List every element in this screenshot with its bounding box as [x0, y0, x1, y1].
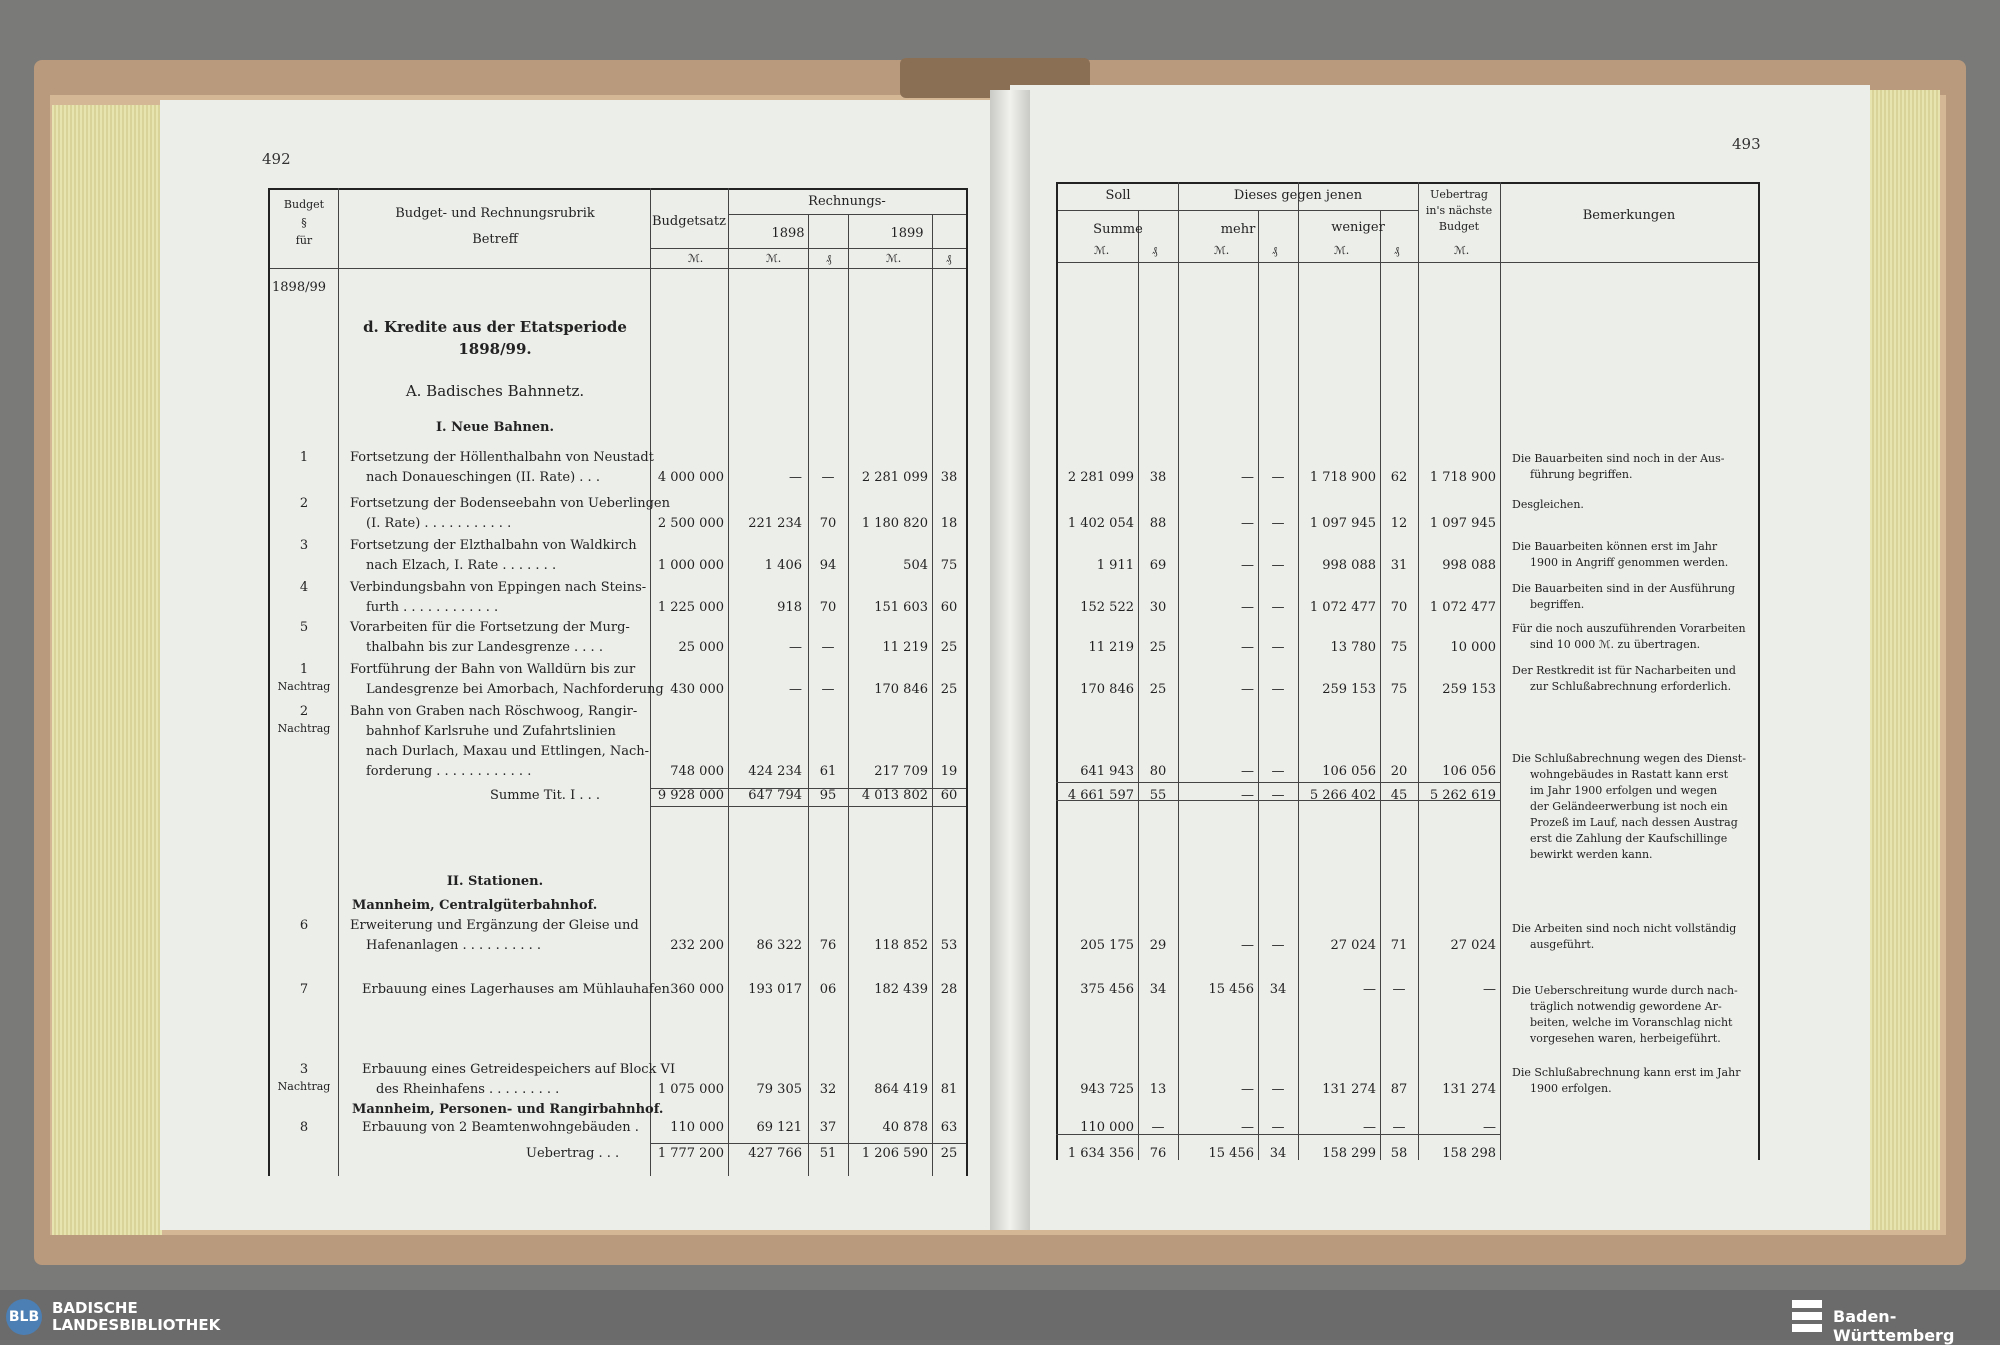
cell-soll-pf: 34 [1149, 982, 1167, 997]
cell-weniger-pf: 87 [1390, 1082, 1408, 1097]
cell-mehr-mark: — [1241, 938, 1254, 953]
cell-soll-pf: 30 [1149, 600, 1167, 615]
cell-weniger-pf: 12 [1390, 516, 1408, 531]
cell-uebertrag: — [1483, 982, 1496, 997]
cell-budgetsatz: 232 200 [670, 938, 724, 953]
hdr-budget: Budget [283, 198, 325, 211]
cell-uebertrag: 1 097 945 [1429, 516, 1496, 531]
cell-mehr-mark: — [1241, 600, 1254, 615]
cell-soll-mark: 1 911 [1096, 558, 1134, 573]
cell-mehr-pf: — [1271, 516, 1285, 531]
cell-soll-mark: 170 846 [1080, 682, 1134, 697]
cell-uebertrag: 259 153 [1442, 682, 1496, 697]
cell-1898-mark: 918 [777, 600, 802, 615]
blb-name [52, 1300, 220, 1334]
cell-1898-mark: — [789, 470, 802, 485]
hdr-weniger: weniger [1331, 220, 1385, 235]
hdr-budgetsatz: Budgetsatz [652, 214, 726, 229]
hdr-paragraph: § [301, 216, 307, 229]
row-number: 2 [299, 496, 309, 511]
cell-1899-mark: 151 603 [874, 600, 928, 615]
hdr-bemerkungen: Bemerkungen [1582, 208, 1676, 223]
cell-mehr-pf: — [1271, 640, 1285, 655]
cell-uebertrag: 5 262 619 [1429, 788, 1496, 803]
remark-text: bewirkt werden kann. [1530, 848, 1653, 861]
cell-uebertrag: — [1483, 1120, 1496, 1135]
hdr-mark: ℳ. [688, 252, 704, 265]
hdr-pf: ₰ [1152, 244, 1158, 257]
cell-soll-mark: 110 000 [1080, 1120, 1134, 1135]
hdr-pf: ₰ [826, 252, 832, 265]
remark-text: Die Bauarbeiten sind in der Ausführung [1512, 582, 1736, 595]
section-mannheim-personen: Mannheim, Personen- und Rangirbahnhof. [352, 1102, 664, 1117]
row-number: 2 [299, 704, 309, 719]
cell-budgetsatz: 4 000 000 [657, 470, 724, 485]
hdr-pf: ₰ [1394, 244, 1400, 257]
remark-text: ausgeführt. [1530, 938, 1595, 951]
row-description: Fortsetzung der Elzthalbahn von Waldkirch [350, 538, 637, 553]
cell-uebertrag: 998 088 [1442, 558, 1496, 573]
cell-mehr-mark: — [1241, 1082, 1254, 1097]
row-number: 8 [299, 1120, 309, 1135]
cell-weniger-mark: 27 024 [1330, 938, 1376, 953]
hdr-dieses: Dieses gegen jenen [1233, 188, 1363, 203]
cell-1898-mark: 69 121 [756, 1120, 802, 1135]
hdr-mark: ℳ. [766, 252, 782, 265]
cell-1899-pf: 38 [940, 470, 958, 485]
cell-uebertrag: 158 298 [1442, 1146, 1496, 1161]
cell-weniger-mark: 1 072 477 [1309, 600, 1376, 615]
hdr-mehr: mehr [1220, 222, 1256, 237]
cell-mehr-pf: — [1271, 558, 1285, 573]
hdr-mark: ℳ. [886, 252, 902, 265]
remark-text: 1900 in Angriff genommen werden. [1530, 556, 1729, 569]
cell-1899-mark: 2 281 099 [861, 470, 928, 485]
hdr-1898: 1898 [771, 226, 805, 241]
cell-soll-mark: 641 943 [1080, 764, 1134, 779]
cell-budgetsatz: 9 928 000 [657, 788, 724, 803]
remark-text: träglich notwendig gewordene Ar- [1530, 1000, 1722, 1013]
cell-weniger-mark: 998 088 [1322, 558, 1376, 573]
cell-1898-mark: 424 234 [748, 764, 802, 779]
cell-weniger-mark: 131 274 [1322, 1082, 1376, 1097]
remark-text: Für die noch auszuführenden Vorarbeiten [1512, 622, 1746, 635]
remark-text: Der Restkredit ist für Nacharbeiten und [1512, 664, 1736, 677]
cell-budgetsatz: 748 000 [670, 764, 724, 779]
cell-1898-mark: 79 305 [756, 1082, 802, 1097]
cell-1898-mark: 86 322 [756, 938, 802, 953]
cell-1898-pf: 95 [819, 788, 837, 803]
cell-weniger-pf: — [1392, 1120, 1406, 1135]
cell-1898-pf: 76 [819, 938, 837, 953]
cell-1899-pf: 28 [940, 982, 958, 997]
cell-soll-mark: 1 634 356 [1067, 1146, 1134, 1161]
cell-mehr-mark: — [1241, 682, 1254, 697]
cell-1899-pf: 60 [940, 600, 958, 615]
cell-weniger-pf: 58 [1390, 1146, 1408, 1161]
cell-1899-mark: 11 219 [882, 640, 928, 655]
cell-1899-mark: 182 439 [874, 982, 928, 997]
cell-1898-pf: — [821, 470, 835, 485]
remark-text: Die Arbeiten sind noch nicht vollständig [1512, 922, 1737, 935]
section-d-title: d. Kredite aus der Etatsperiode [363, 318, 627, 336]
page-number-left: 492 [262, 150, 291, 168]
cell-1899-pf: 25 [940, 682, 958, 697]
hdr-rubrik: Budget- und Rechnungsrubrik [395, 206, 595, 221]
remark-text: Prozeß im Lauf, nach dessen Austrag [1530, 816, 1738, 829]
hdr-1899: 1899 [890, 226, 924, 241]
cell-weniger-mark: 158 299 [1322, 1146, 1376, 1161]
cell-soll-mark: 943 725 [1080, 1082, 1134, 1097]
cell-soll-pf: 76 [1149, 1146, 1167, 1161]
cell-1898-pf: — [821, 682, 835, 697]
cell-1898-mark: — [789, 640, 802, 655]
cell-mehr-mark: 15 456 [1208, 982, 1254, 997]
bw-lion-icon [1790, 1298, 1824, 1334]
row-description: nach Durlach, Maxau und Ettlingen, Nach- [366, 744, 650, 759]
row-description: bahnhof Karlsruhe und Zufahrtslinien [366, 724, 616, 739]
row-number: 1 [299, 450, 309, 465]
cell-1899-mark: 1 206 590 [861, 1146, 928, 1161]
row-description: thalbahn bis zur Landesgrenze . . . . [366, 640, 603, 655]
period-label: 1898/99 [272, 280, 327, 295]
row-description: Landesgrenze bei Amorbach, Nachforderung [366, 682, 664, 697]
cell-mehr-mark: — [1241, 516, 1254, 531]
remark-text: begriffen. [1530, 598, 1585, 611]
section-d-year: 1898/99. [458, 340, 532, 358]
cell-budgetsatz: 430 000 [670, 682, 724, 697]
remark-text: sind 10 000 ℳ. zu übertragen. [1530, 638, 1701, 651]
cell-1898-pf: 70 [819, 600, 837, 615]
cell-1898-pf: 51 [819, 1146, 837, 1161]
row-description: Erbauung eines Lagerhauses am Mühlauhafen [362, 982, 670, 997]
row-description: Fortsetzung der Bodenseebahn von Ueberlingen [350, 496, 670, 511]
cell-weniger-pf: 31 [1390, 558, 1408, 573]
cell-uebertrag: 27 024 [1450, 938, 1496, 953]
hdr-rechnungs: Rechnungs- [808, 194, 886, 209]
remark-text: erst die Zahlung der Kaufschillinge [1530, 832, 1728, 845]
hdr-uebertrag: Uebertrag [1430, 188, 1488, 201]
row-description: Erweiterung und Ergänzung der Gleise und [350, 918, 639, 933]
cell-1898-pf: 70 [819, 516, 837, 531]
bw-label: Baden-Württemberg [1833, 1307, 1955, 1345]
cell-uebertrag: 1 072 477 [1429, 600, 1496, 615]
cell-1899-pf: 63 [940, 1120, 958, 1135]
hdr-budget2: Budget [1438, 220, 1480, 233]
row-description: forderung . . . . . . . . . . . . [366, 764, 532, 779]
cell-budgetsatz: 2 500 000 [657, 516, 724, 531]
cell-mehr-pf: — [1271, 938, 1285, 953]
cell-1898-pf: 37 [819, 1120, 837, 1135]
row-description: Fortsetzung der Höllenthalbahn von Neustadt [350, 450, 654, 465]
cell-soll-pf: 88 [1149, 516, 1167, 531]
cell-soll-mark: 375 456 [1080, 982, 1134, 997]
cell-1898-pf: 94 [819, 558, 837, 573]
cell-1898-mark: 427 766 [748, 1146, 802, 1161]
cell-weniger-pf: — [1392, 982, 1406, 997]
row-number: 3 [299, 1062, 309, 1077]
cell-budgetsatz: 110 000 [670, 1120, 724, 1135]
cell-1899-mark: 170 846 [874, 682, 928, 697]
cell-budgetsatz: 1 075 000 [657, 1082, 724, 1097]
cell-1899-mark: 217 709 [874, 764, 928, 779]
nachtrag-label: Nachtrag [277, 1080, 331, 1093]
cell-weniger-pf: 71 [1390, 938, 1408, 953]
section-mannheim-central: Mannheim, Centralgüterbahnhof. [352, 898, 598, 913]
cell-1899-pf: 25 [940, 640, 958, 655]
cell-soll-pf: — [1151, 1120, 1165, 1135]
cell-uebertrag: 1 718 900 [1429, 470, 1496, 485]
row-description: (I. Rate) . . . . . . . . . . . [366, 516, 512, 531]
cell-soll-mark: 1 402 054 [1067, 516, 1134, 531]
cell-budgetsatz: 1 000 000 [657, 558, 724, 573]
hdr-fuer: für [295, 234, 313, 247]
cell-1899-pf: 81 [940, 1082, 958, 1097]
row-description: furth . . . . . . . . . . . . [366, 600, 499, 615]
remark-text: Die Bauarbeiten können erst im Jahr [1512, 540, 1718, 553]
cell-mehr-mark: 15 456 [1208, 1146, 1254, 1161]
cell-weniger-pf: 45 [1390, 788, 1408, 803]
row-description: Bahn von Graben nach Röschwoog, Rangir- [350, 704, 638, 719]
remark-text: zur Schlußabrechnung erforderlich. [1530, 680, 1732, 693]
cell-1898-mark: 1 406 [764, 558, 802, 573]
cell-soll-pf: 29 [1149, 938, 1167, 953]
remark-text: Die Bauarbeiten sind noch in der Aus- [1512, 452, 1725, 465]
cell-soll-mark: 152 522 [1080, 600, 1134, 615]
cell-mehr-mark: — [1241, 764, 1254, 779]
cell-budgetsatz: 1 777 200 [657, 1146, 724, 1161]
cell-soll-mark: 4 661 597 [1067, 788, 1134, 803]
cell-mehr-mark: — [1241, 470, 1254, 485]
hdr-mark: ℳ. [1214, 244, 1230, 257]
cell-soll-pf: 55 [1149, 788, 1167, 803]
cell-mehr-mark: — [1241, 1120, 1254, 1135]
cell-1899-mark: 504 [903, 558, 928, 573]
cell-weniger-pf: 20 [1390, 764, 1408, 779]
cell-1898-mark: 647 794 [748, 788, 802, 803]
hdr-pf: ₰ [946, 252, 952, 265]
remark-text: führung begriffen. [1530, 468, 1633, 481]
cell-1899-pf: 60 [940, 788, 958, 803]
cell-1899-mark: 1 180 820 [861, 516, 928, 531]
section-ii-title: II. Stationen. [446, 874, 544, 889]
cell-soll-pf: 13 [1149, 1082, 1167, 1097]
page-number-right: 493 [1732, 135, 1761, 153]
nachtrag-label: Nachtrag [277, 722, 331, 735]
remark-text: der Geländeerwerbung ist noch ein [1530, 800, 1728, 813]
row-number: 7 [299, 982, 309, 997]
hdr-summe: Summe [1093, 222, 1143, 237]
hdr-naechste: in's nächste [1425, 204, 1493, 217]
row-number: 4 [299, 580, 309, 595]
nachtrag-label: Nachtrag [277, 680, 331, 693]
row-description: nach Elzach, I. Rate . . . . . . . [366, 558, 557, 573]
cell-uebertrag: 106 056 [1442, 764, 1496, 779]
cell-weniger-pf: 75 [1390, 640, 1408, 655]
cell-soll-pf: 69 [1149, 558, 1167, 573]
cell-weniger-mark: 106 056 [1322, 764, 1376, 779]
row-description: Verbindungsbahn von Eppingen nach Steins- [350, 580, 647, 595]
cell-1898-pf: — [821, 640, 835, 655]
section-i-title: I. Neue Bahnen. [435, 420, 555, 435]
row-number: 6 [299, 918, 309, 933]
cell-mehr-mark: — [1241, 640, 1254, 655]
cell-soll-mark: 11 219 [1088, 640, 1134, 655]
cell-soll-pf: 80 [1149, 764, 1167, 779]
blb-line1: BADISCHE [52, 1299, 138, 1317]
cell-1899-mark: 118 852 [874, 938, 928, 953]
cell-1899-mark: 864 419 [874, 1082, 928, 1097]
cell-1899-pf: 75 [940, 558, 958, 573]
hdr-pf: ₰ [1272, 244, 1278, 257]
cell-soll-pf: 38 [1149, 470, 1167, 485]
hdr-mark: ℳ. [1334, 244, 1350, 257]
cell-weniger-mark: — [1363, 982, 1376, 997]
cell-weniger-mark: 1 097 945 [1309, 516, 1376, 531]
footer-bar [0, 1290, 2000, 1340]
blb-logo: BLB [6, 1299, 42, 1335]
remark-text: im Jahr 1900 erfolgen und wegen [1530, 784, 1718, 797]
row-description: Hafenanlagen . . . . . . . . . . [366, 938, 542, 953]
remark-text: 1900 erfolgen. [1530, 1082, 1612, 1095]
row-number: 5 [299, 620, 309, 635]
remark-text: Die Schlußabrechnung kann erst im Jahr [1512, 1066, 1741, 1079]
cell-weniger-mark: — [1363, 1120, 1376, 1135]
cell-1898-pf: 06 [819, 982, 837, 997]
hdr-mark: ℳ. [1094, 244, 1110, 257]
page-edges-left [52, 105, 162, 1235]
cell-1898-mark: 193 017 [748, 982, 802, 997]
cell-budgetsatz: 360 000 [670, 982, 724, 997]
cell-1899-pf: 53 [940, 938, 958, 953]
row-description: Erbauung eines Getreidespeichers auf Block VI [362, 1062, 676, 1077]
cell-mehr-pf: 34 [1269, 982, 1287, 997]
cell-mehr-mark: — [1241, 558, 1254, 573]
remark-text: wohngebäudes in Rastatt kann erst [1530, 768, 1729, 781]
cell-soll-mark: 2 281 099 [1067, 470, 1134, 485]
cell-mehr-pf: — [1271, 470, 1285, 485]
row-description: Erbauung von 2 Beamtenwohngebäuden . [362, 1120, 639, 1135]
cell-mehr-pf: — [1271, 788, 1285, 803]
cell-1899-pf: 25 [940, 1146, 958, 1161]
cell-soll-pf: 25 [1149, 682, 1167, 697]
row-number: 3 [299, 538, 309, 553]
cell-1899-mark: 40 878 [882, 1120, 928, 1135]
cell-mehr-pf: — [1271, 764, 1285, 779]
row-description: des Rheinhafens . . . . . . . . . [376, 1082, 560, 1097]
cell-uebertrag: 10 000 [1450, 640, 1496, 655]
cell-mehr-mark: — [1241, 788, 1254, 803]
cell-mehr-pf: 34 [1269, 1146, 1287, 1161]
cell-weniger-pf: 70 [1390, 600, 1408, 615]
cell-1898-pf: 32 [819, 1082, 837, 1097]
remark-text: Die Schlußabrechnung wegen des Dienst- [1512, 752, 1746, 765]
remark-text: beiten, welche im Voranschlag nicht [1530, 1016, 1733, 1029]
remark-text: vorgesehen waren, herbeigeführt. [1530, 1032, 1721, 1045]
cell-1899-pf: 18 [940, 516, 958, 531]
uebertrag-label: Uebertrag . . . [526, 1146, 620, 1161]
book-gutter [990, 90, 1030, 1230]
row-description: nach Donaueschingen (II. Rate) . . . [366, 470, 600, 485]
cell-1899-pf: 19 [940, 764, 958, 779]
cell-soll-pf: 25 [1149, 640, 1167, 655]
cell-1899-mark: 4 013 802 [861, 788, 928, 803]
cell-mehr-pf: — [1271, 682, 1285, 697]
cell-weniger-pf: 75 [1390, 682, 1408, 697]
right-page [1010, 85, 1870, 1230]
cell-weniger-pf: 62 [1390, 470, 1408, 485]
section-a-title: A. Badisches Bahnnetz. [405, 382, 585, 400]
cell-mehr-pf: — [1271, 1120, 1285, 1135]
cell-weniger-mark: 1 718 900 [1309, 470, 1376, 485]
blb-line2: LANDESBIBLIOTHEK [52, 1316, 221, 1334]
cell-mehr-pf: — [1271, 1082, 1285, 1097]
row-description: Vorarbeiten für die Fortsetzung der Murg- [350, 620, 630, 635]
cell-weniger-mark: 13 780 [1330, 640, 1376, 655]
row-number: 1 [299, 662, 309, 677]
cell-budgetsatz: 25 000 [678, 640, 724, 655]
hdr-soll: Soll [1105, 188, 1131, 203]
cell-1898-pf: 61 [819, 764, 837, 779]
cell-budgetsatz: 1 225 000 [657, 600, 724, 615]
cell-uebertrag: 131 274 [1442, 1082, 1496, 1097]
hdr-mark: ℳ. [1454, 244, 1470, 257]
remark-text: Desgleichen. [1512, 498, 1584, 511]
summe-label: Summe Tit. I . . . [490, 788, 601, 803]
cell-soll-mark: 205 175 [1080, 938, 1134, 953]
cell-mehr-pf: — [1271, 600, 1285, 615]
cell-weniger-mark: 5 266 402 [1309, 788, 1376, 803]
row-description: Fortführung der Bahn von Walldürn bis zur [350, 662, 636, 677]
hdr-betreff: Betreff [472, 232, 518, 247]
cell-weniger-mark: 259 153 [1322, 682, 1376, 697]
cell-1898-mark: 221 234 [748, 516, 802, 531]
cell-1898-mark: — [789, 682, 802, 697]
remark-text: Die Ueberschreitung wurde durch nach- [1512, 984, 1738, 997]
